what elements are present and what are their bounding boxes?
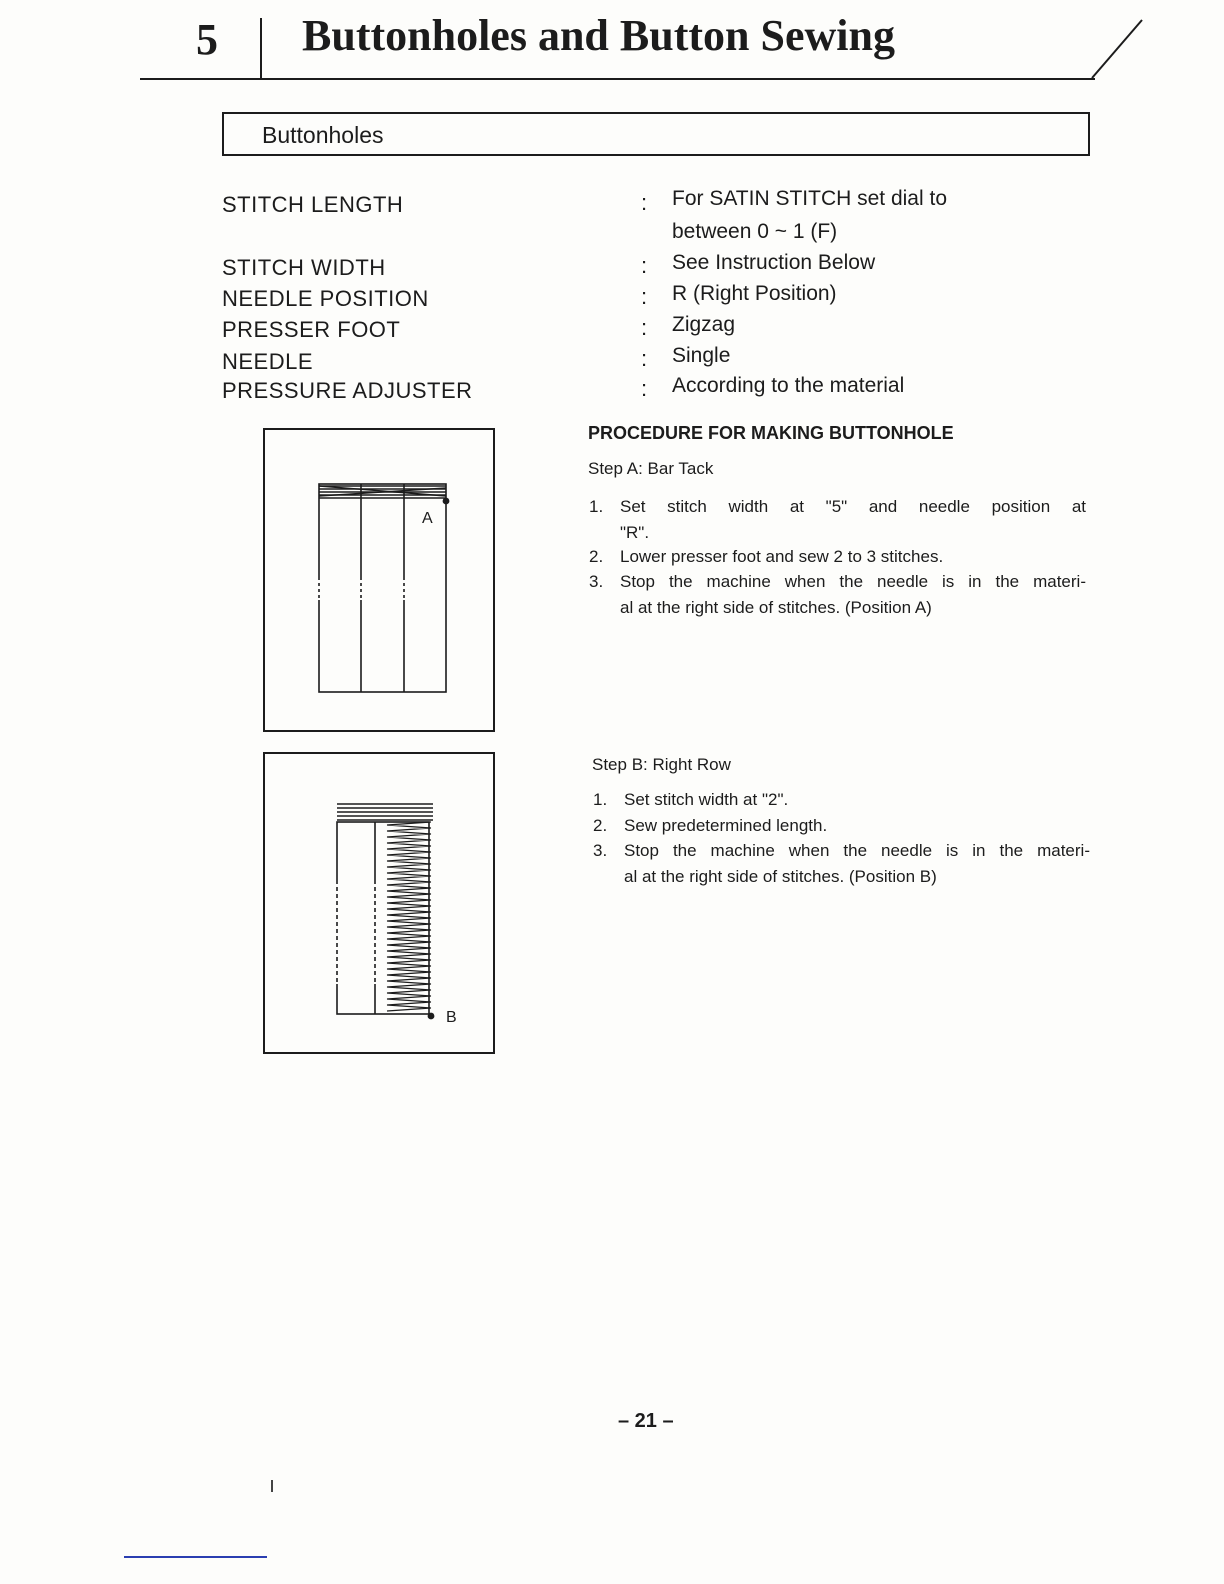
setting-label-stitch-width: STITCH WIDTH xyxy=(222,255,386,280)
setting-label-needle: NEEDLE xyxy=(222,349,314,374)
setting-value-stitch-length: For SATIN STITCH set dial to xyxy=(672,187,947,210)
step-a-item-3-line-2: al at the right side of stitches. (Position A) xyxy=(620,598,932,617)
step-a-item-number: 1. xyxy=(589,497,604,516)
step-a-item-1-line-1: Set stitch width at "5" and needle position at xyxy=(620,497,1086,516)
step-b-item-2-line-1: Sew predetermined length. xyxy=(624,816,828,835)
step-a-item-1-line-2: "R". xyxy=(620,523,650,542)
step-b-item-number: 2. xyxy=(593,816,608,835)
setting-colon: : xyxy=(641,346,648,371)
step-b-item-number: 1. xyxy=(593,790,608,809)
step-b-item-3-line-1: Stop the machine when the needle is in the materi- xyxy=(624,841,1090,860)
setting-value-needle: Single xyxy=(672,344,731,367)
setting-label-pressure-adjuster: PRESSURE ADJUSTER xyxy=(222,378,473,403)
setting-colon: : xyxy=(641,190,648,215)
header-slash xyxy=(1090,18,1150,80)
chapter-number: 5 xyxy=(196,15,218,64)
setting-value-stitch-width: See Instruction Below xyxy=(672,251,876,274)
step-b-title: Step B: Right Row xyxy=(592,755,731,774)
setting-colon: : xyxy=(641,315,648,340)
step-a-item-2-line-1: Lower presser foot and sew 2 to 3 stitches. xyxy=(620,547,944,566)
setting-colon: : xyxy=(641,284,648,309)
chapter-title: Buttonholes and Button Sewing xyxy=(302,11,895,60)
setting-label-needle-position: NEEDLE POSITION xyxy=(222,286,429,311)
footer-line xyxy=(124,1556,267,1558)
step-b-item-1-line-1: Set stitch width at "2". xyxy=(624,790,789,809)
step-a-item-number: 3. xyxy=(589,572,604,591)
setting-label-presser-foot: PRESSER FOOT xyxy=(222,317,401,342)
figure-a-label: A xyxy=(422,510,433,527)
setting-label-stitch-length: STITCH LENGTH xyxy=(222,192,404,217)
section-box xyxy=(222,112,1090,156)
stray-mark xyxy=(271,1480,273,1492)
page-number: – 21 – xyxy=(618,1410,674,1432)
figure-a-bar-tack xyxy=(263,428,495,732)
setting-value-presser-foot: Zigzag xyxy=(672,313,736,336)
step-a-item-number: 2. xyxy=(589,547,604,566)
step-a-item-3-line-1: Stop the machine when the needle is in the materi- xyxy=(620,572,1086,591)
setting-value-pressure-adjuster: According to the material xyxy=(672,374,905,397)
setting-value-needle-position: R (Right Position) xyxy=(672,282,837,305)
setting-value-stitch-length-2: between 0 ~ 1 (F) xyxy=(672,220,838,243)
header-rule xyxy=(140,78,1095,80)
figure-b-label: B xyxy=(446,1009,457,1026)
procedure-title: PROCEDURE FOR MAKING BUTTONHOLE xyxy=(588,423,954,443)
section-title: Buttonholes xyxy=(262,122,384,148)
step-b-item-3-line-2: al at the right side of stitches. (Position B) xyxy=(624,867,937,886)
setting-colon: : xyxy=(641,253,648,278)
setting-colon: : xyxy=(641,376,648,401)
step-b-item-number: 3. xyxy=(593,841,608,860)
header-divider xyxy=(260,18,262,78)
figure-b-right-row xyxy=(263,752,495,1054)
step-a-title: Step A: Bar Tack xyxy=(588,459,714,478)
